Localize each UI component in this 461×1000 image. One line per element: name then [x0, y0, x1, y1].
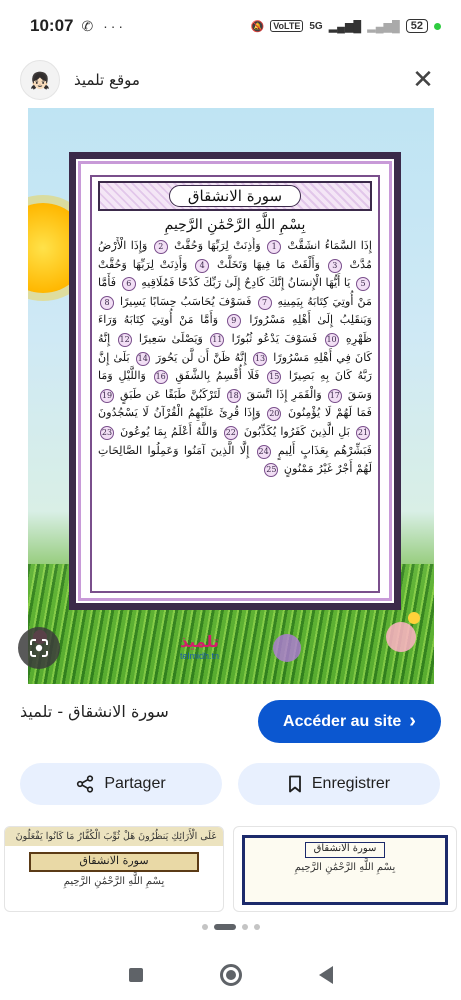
status-right-icons — [251, 19, 442, 33]
verse-number: 3 — [328, 259, 342, 273]
verse-text: إِلَّا الَّذِينَ آمَنُوا وَعَمِلُوا الصَّالِحَاتِ لَهُمْ أَجْرٌ غَيْرُ مَمْنُونٍ — [98, 443, 372, 476]
verse-number: 2 — [154, 240, 168, 254]
home-icon[interactable] — [220, 964, 242, 986]
bookmark-icon — [288, 775, 302, 793]
chevron-right-icon: › — [409, 710, 416, 732]
verse-number: 22 — [224, 426, 238, 440]
verse-text: فَأَمَّا مَنْ أُوتِيَ كِتَابَهُ بِيَمِينِهِ — [98, 276, 372, 308]
signal-icon: ▂▄▆█ — [328, 20, 362, 33]
status-time: 10:07 — [30, 16, 74, 35]
share-label: Partager — [104, 775, 166, 792]
save-label: Enregistrer — [311, 775, 391, 792]
visit-site-button[interactable] — [258, 700, 441, 743]
verse-text: وَأَذِنَتْ لِرَبِّهَا وَحُقَّتْ — [169, 239, 261, 252]
volte-icon: VoLTE — [270, 20, 303, 32]
verse-number: 11 — [210, 333, 224, 347]
related-image-title: سورة الانشقاق — [29, 852, 199, 872]
verse-number: 12 — [118, 333, 132, 347]
verse-text: وَاللَّيْلِ وَمَا وَسَقَ — [98, 369, 372, 401]
visit-site-label: Accéder au site — [283, 712, 402, 730]
related-image-title: سورة الانشقاق — [305, 842, 385, 858]
mute-icon: 🔕 — [250, 20, 265, 33]
lens-glyph — [28, 637, 50, 659]
site-title[interactable]: موقع تلميذ — [74, 71, 140, 89]
verse-text: وَيَصْلَىٰ سَعِيرًا — [133, 331, 203, 345]
recents-icon[interactable] — [129, 968, 143, 982]
verse-text: لَتَرْكَبُنَّ طَبَقًا عَن طَبَقٍ — [116, 387, 221, 401]
verse-number: 6 — [122, 277, 136, 291]
network-label: 5G — [309, 20, 323, 32]
signal-secondary-icon: ▂▄▆█ — [367, 20, 400, 33]
close-icon[interactable]: ✕ — [412, 65, 434, 95]
notification-icons: ✆ ··· — [81, 17, 127, 34]
carousel-dot-active — [214, 924, 236, 930]
verse-text: وَالْقَمَرِ إِذَا اتَّسَقَ — [242, 387, 322, 401]
verse-number: 21 — [356, 426, 370, 440]
verse-text: وَيَنقَلِبُ إِلَىٰ أَهْلِهِ مَسْرُورًا — [242, 313, 372, 327]
student-logo-icon[interactable]: 👧🏻 — [20, 60, 60, 100]
verse-number: 13 — [253, 352, 267, 366]
carousel-dot — [242, 924, 248, 930]
verse-text: فَسَوْفَ يَدْعُو ثُبُورًا — [226, 331, 318, 345]
verse-number: 9 — [227, 314, 241, 328]
verse-text: إِذَا السَّمَاءُ انشَقَّتْ — [283, 239, 372, 252]
verse-number: 10 — [325, 333, 339, 347]
verse-number: 18 — [227, 389, 241, 403]
verse-number: 15 — [267, 370, 281, 384]
home-icon-inner — [226, 970, 236, 980]
brand-url: telmidh.tn — [180, 651, 220, 661]
verse-text: بَلِ الَّذِينَ كَفَرُوا يُكَذِّبُونَ — [239, 424, 350, 438]
verse-text: وَاللَّهُ أَعْلَمُ بِمَا يُوعُونَ — [116, 424, 218, 438]
verse-text: وَأَذِنَتْ لِرَبِّهَا وَحُقَّتْ — [98, 257, 188, 271]
butterfly-illustration — [386, 622, 416, 652]
verse-number: 16 — [154, 370, 168, 384]
related-image-basmala: بِسْمِ اللَّهِ الرَّحْمَٰنِ الرَّحِيمِ — [63, 876, 165, 887]
system-nav-bar — [0, 950, 461, 1000]
carousel-indicator — [0, 924, 461, 930]
verse-number: 19 — [100, 389, 114, 403]
related-image-1[interactable] — [4, 826, 224, 912]
surah-title-box — [98, 181, 372, 211]
verse-text: وَأَمَّا مَنْ أُوتِيَ كِتَابَهُ وَرَاءَ ظَهْرِهِ — [98, 313, 372, 345]
verse-number: 23 — [100, 426, 114, 440]
share-icon — [76, 775, 94, 793]
flower-illustration — [408, 612, 420, 624]
verse-text: فَسَوْفَ يُحَاسَبُ حِسَابًا يَسِيرًا — [116, 294, 252, 308]
butterfly-illustration — [273, 634, 301, 662]
share-button[interactable] — [20, 763, 222, 805]
related-image-2[interactable] — [233, 826, 457, 912]
privacy-indicator-icon — [434, 23, 441, 30]
verse-text: بَلَىٰ إِنَّ رَبَّهُ كَانَ بِهِ بَصِيرًا — [98, 350, 372, 383]
verse-number: 14 — [136, 352, 150, 366]
battery-icon: 52 — [406, 19, 428, 33]
back-icon[interactable] — [319, 966, 333, 984]
result-image[interactable] — [28, 108, 434, 684]
related-image-top-text: عَلَى الْأَرَائِكِ يَنظُرُونَ هَلْ ثُوِّبَ الْكُفَّارُ مَا كَانُوا يَفْعَلُونَ — [5, 827, 223, 846]
verse-text: وَأَلْقَتْ مَا فِيهَا وَتَخَلَّتْ — [211, 257, 321, 271]
status-bar — [0, 0, 461, 52]
verse-text: فَبَشِّرْهُم بِعَذَابٍ أَلِيمٍ — [272, 443, 372, 457]
verse-text: إِنَّهُ ظَنَّ أَن لَّن يَحُورَ — [151, 350, 247, 364]
carousel-dot — [254, 924, 260, 930]
verse-number: 8 — [100, 296, 114, 310]
surah-panel-inner — [90, 175, 380, 593]
verse-number: 5 — [356, 277, 370, 291]
save-button[interactable] — [238, 763, 440, 805]
viewer-header — [0, 56, 461, 104]
image-caption[interactable]: سورة الانشقاق - تلميذ — [20, 702, 169, 721]
related-images — [0, 826, 461, 912]
brand-watermark — [180, 632, 219, 661]
carousel-dot — [202, 924, 208, 930]
verse-text: فَمَا لَهُمْ لَا يُؤْمِنُونَ — [283, 406, 372, 420]
related-image-frame — [242, 835, 448, 905]
related-image-basmala: بِسْمِ اللَّهِ الرَّحْمَٰنِ الرَّحِيمِ — [294, 862, 396, 873]
verse-number: 17 — [328, 389, 342, 403]
verse-number: 7 — [258, 296, 272, 310]
verses-text — [98, 237, 372, 587]
verse-text: وَإِذَا الْأَرْضُ مُدَّتْ — [98, 239, 372, 271]
verse-number: 24 — [257, 445, 271, 459]
verse-number: 20 — [267, 407, 281, 421]
lens-icon[interactable] — [18, 627, 60, 669]
basmala: بِسْمِ اللَّهِ الرَّحْمَٰنِ الرَّحِيمِ — [164, 217, 306, 233]
verse-text: يَا أَيُّهَا الْإِنسَانُ إِنَّكَ كَادِحٌ إِلَىٰ رَبِّكَ كَدْحًا فَمُلَاقِيهِ — [137, 276, 351, 290]
verse-text: إِنَّهُ كَانَ فِي أَهْلِهِ مَسْرُورًا — [98, 331, 372, 364]
verse-number: 1 — [267, 240, 281, 254]
surah-panel — [69, 152, 401, 610]
verse-number: 25 — [264, 463, 278, 477]
verse-number: 4 — [195, 259, 209, 273]
verse-text: وَإِذَا قُرِئَ عَلَيْهِمُ الْقُرْآنُ لَا يَسْجُدُونَ — [98, 406, 261, 420]
verse-text: فَلَا أُقْسِمُ بِالشَّفَقِ — [169, 369, 260, 383]
surah-title: سورة الانشقاق — [169, 185, 301, 207]
brand-name: تلميذ — [180, 632, 220, 651]
